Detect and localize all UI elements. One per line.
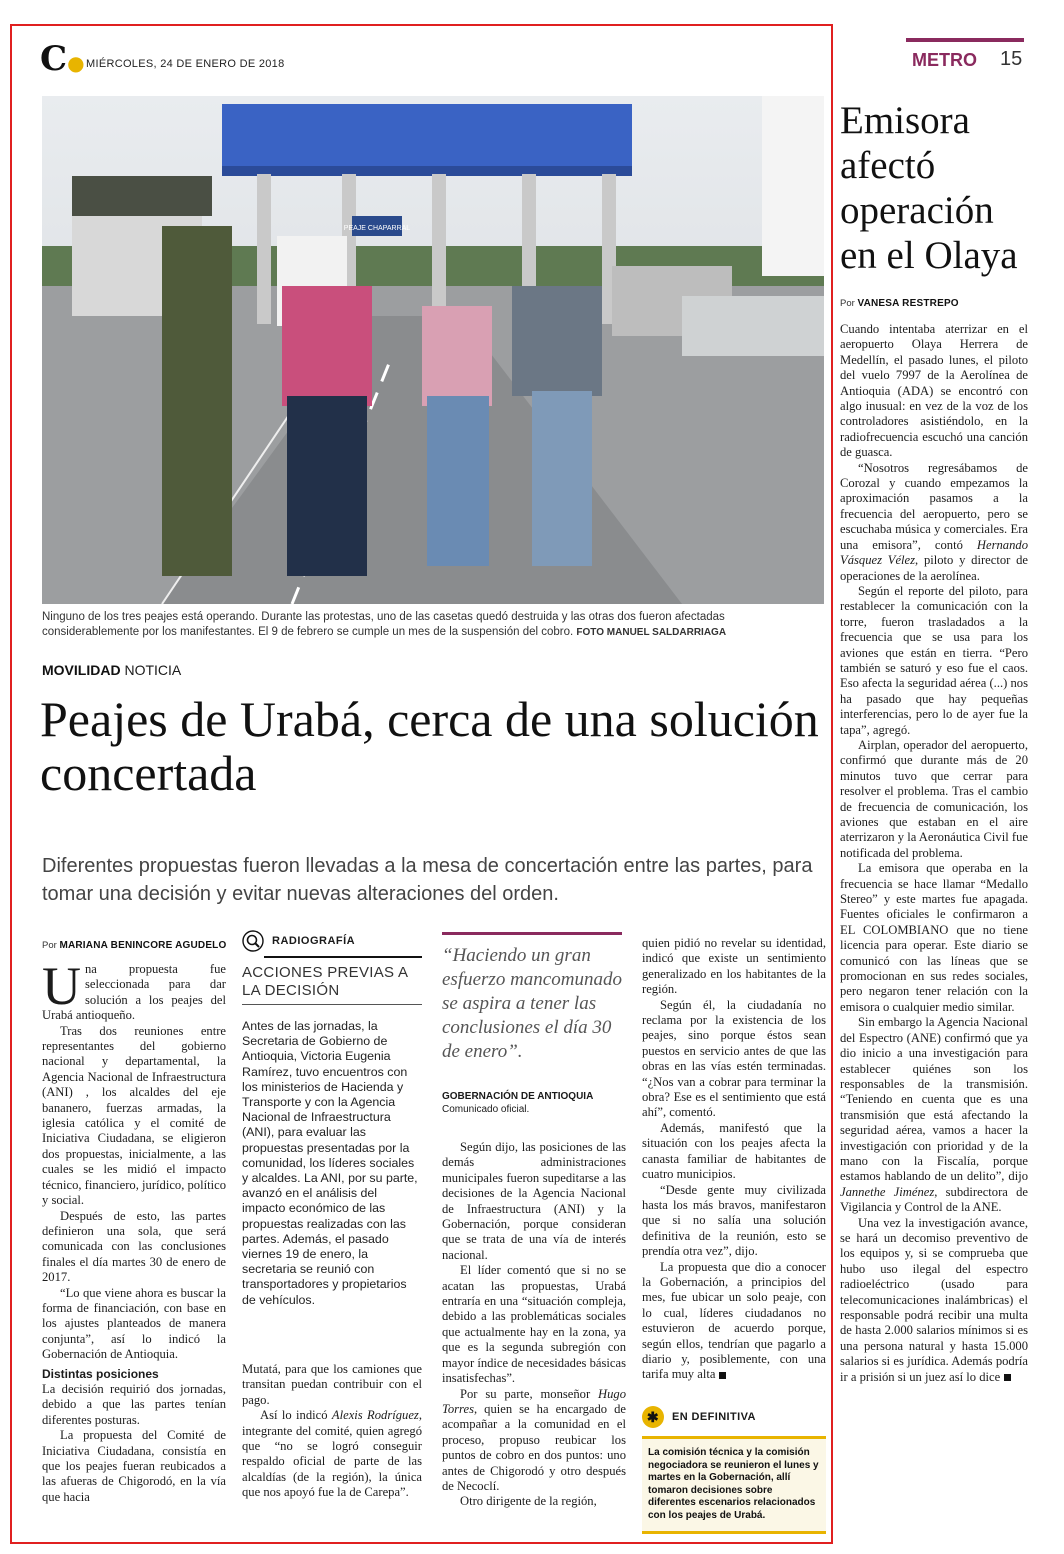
section-name: METRO	[912, 50, 977, 70]
sidebar-title: ACCIONES PREVIAS A LA DECISIÓN	[242, 964, 408, 999]
side-story-column: Cuando intentaba aterrizar en el aeropuerto Olaya Herrera de Medellín, el pasado lunes, el piloto del vuelo 7997 de la Aerolínea de Antioquia (ADA) se encontró con algo inusual: en vez de la voz de los controladores asistiéndolo, en la radiofrecuencia escuchó una canción de guasca. “Nosotros regresábamos de Corozal y cuando empezamos la aproximación pasamos a la frecuencia del aeropuerto, pero se escuchaba música y comerciales. Era una emisora”, contó Hernando Vásquez Vélez, piloto y director de operaciones de la aerolínea. Según el reporte del piloto, para restablecer la comunicación con la torre, fueron trasladados a la frecuencia que se usa para los aviones que están en tierra. “Pero también se saturó y eso fue el caos. Eso afecta la seguridad aérea (...) nos ha pasado que hay pequeñas interferencias, pero lo de ayer fue la tapa”, agregó. Airplan, operador del aeropuerto, confirmó que durante más de 20 minutos tuvo que cerrar para resolver el problema. Tras el cambio de frecuencia de comunicación, los aviones que estaban en el aire aterrizaron y la Aeronáutica Civil fue notificada del problema. La emisora que operaba en la frecuencia se hace llamar “Medallo Stereo” y este martes fue apagada. Fuentes oficiales le confirmaron a EL COLOMBIANO que no tiene licencia para operar. Este diario se comunicó con las líneas que se promocionan en sus redes sociales, pero negaron tener relación con la emisora o cualquier medio similar. Sin embargo la Agencia Nacional del Espectro (ANE) confirmó que ya dio inicio a una investigación para establecer quiénes son los responsables de la transmisión. “Teniendo en cuenta que es una transmisión que está afectando la seguridad aérea, vamos a hacer la investigación con prioridad y de la mano con la Fiscalía, porque estamos hablando de un delito”, dijo Jannethe Jiménez, subdirectora de Vigilancia y Control de la ANE. Una vez la investigación avance, se hará un decomiso preventivo de los equipos y, si se comprueba que hubo uso ilegal del espectro radioeléctrico (usado para telecomunicaciones inalámbricas) el responsable podrá recibir una multa de hasta 2.000 salarios mínimos si es una persona natural y hasta 15.000 salarios si es jurídica. Además podría ir a prisión si un juez así lo dice	[840, 322, 1028, 1384]
newspaper-logo: C●	[40, 39, 85, 79]
quote-source: GOBERNACIÓN DE ANTIOQUIA Comunicado oficial.	[442, 1091, 594, 1115]
photo-caption: Ninguno de los tres peajes está operando. Durante las protestas, uno de las casetas quedó destruida y las otras dos fueron afectadas considerablemente por los manifestantes. El 9 de febrero se cumple un mes de la suspensión del cobro. FOTO MANUEL SALDARRIAGA	[42, 611, 727, 638]
photo-credit: FOTO MANUEL SALDARRIAGA	[576, 627, 727, 638]
kicker	[42, 662, 181, 678]
main-column-3: Según dijo, las posiciones de las demás administraciones municipales fueron supeditarse a las decisiones de la Agencia Nacional de Infraestructura (ANI) y la Gobernación, porque consideran que se trata de una vía de interés nacional. El líder comentó que si no se acatan las propuestas, Urabá entraría en una “situación compleja, debido a las problemáticas sociales que actualmente hay en la zona, ya que es la segunda subregión con mayor índice de necesidades básicas insatisfechas”. Por su parte, monseñor Hugo Torres, quien se ha encargado de acompañar a la comunidad en el proceso, propuso reubicar los puntos de cobro en dos puntos: uno antes de Chigorodó y otro después de Necoclí. Otro dirigente de la región,	[442, 1140, 626, 1509]
end-mark	[719, 1372, 726, 1379]
page-number: 15	[1000, 48, 1023, 70]
main-column-2: Mutatá, para que los camiones que transitan puedan contribuir con el pago. Así lo indicó Alexis Rodríguez, integrante del comité, quien agregó que “no se logró conseguir respaldo oficial de parte de las alcaldías (de la región), la única que nos apoyó fue la de Carepa”.	[242, 1362, 422, 1500]
subhead: Distintas posiciones	[42, 1366, 159, 1381]
kicker-type: NOTICIA	[124, 662, 182, 678]
toll-booth-photo	[42, 96, 824, 604]
toll-sign: PEAJE CHAPARRAL	[343, 225, 411, 232]
sidebar-label: RADIOGRAFÍA	[272, 935, 356, 947]
dateline: MIÉRCOLES, 24 DE ENERO DE 2018	[86, 58, 285, 70]
drop-cap: U	[42, 956, 81, 1016]
main-column-1: Una propuesta fue seleccionada para dar solución a los peajes del Urabá antioqueño. Tras dos reuniones entre representantes del gobierno nacional y departamental, la Agencia Nacional de Infraestructura (ANI) , los alcaldes del eje bananero, fuerzas armadas, la iglesia católica y el comité de Iniciativa Ciudadana, se eligieron dos propuestas, inicialmente, a las cuales se les midió el impacto técnico, financiero, jurídico, político y social. Después de esto, las partes definieron una sola, que será comunicada con las conclusiones finales el día martes 30 de enero de 2017. “Lo que viene ahora es buscar la forma de financiación, con base en los ajustes planteados de manera conjunta”, así lo indicó la Gobernación de Antioquia. Distintas posiciones La decisión requirió dos jornadas, debido a que las partes tenían diferentes posturas. La propuesta del Comité de Iniciativa Ciudadana, consistía en que los peajes fueran reubicados a las afueras de Chigorodó, en la vía que hacia	[42, 956, 226, 1504]
en-definitiva-box	[642, 1406, 826, 1534]
definitiva-text: La comisión técnica y la comisión negociadora se reunieron el lunes y martes en la Gobernación, allí tomaron decisiones sobre diferentes escenarios relacionados con los peajes de Urabá.	[642, 1436, 826, 1534]
section-accent-bar	[906, 38, 1024, 42]
pull-quote: “Haciendo un gran esfuerzo mancomunado se aspira a tener las conclusiones el día 30 de enero”.	[442, 945, 622, 1062]
star-icon: ✱	[642, 1406, 664, 1428]
magnifier-icon	[242, 930, 264, 952]
sidebar-text: Antes de las jornadas, la Secretaria de Gobierno de Antioquia, Victoria Eugenia Ramírez, tuvo encuentros con los ministerios de Hacienda y Transporte y con la Agencia Nacional de Infraestructura (ANI), para evaluar las propuestas presentadas por la comunidad, los líderes sociales y alcaldes. La ANI, por su parte, avanzó en el análisis del impacto económico de las propuestas realizadas con las partes. Además, el pasado viernes 19 de enero, la secretaria se reunió con transportadores y propietarios de vehículos.	[242, 1019, 418, 1307]
main-headline: Peajes de Urabá, cerca de una solución concertada	[40, 691, 819, 801]
side-byline: Por VANESA RESTREPO	[840, 298, 959, 309]
quote-rule	[442, 932, 622, 935]
kicker-section: MOVILIDAD	[42, 662, 121, 678]
definitiva-label: EN DEFINITIVA	[672, 1411, 756, 1423]
main-dek: Diferentes propuestas fueron llevadas a la mesa de concertación entre las partes, para tomar una decisión y evitar nuevas alteraciones del orden.	[42, 855, 813, 905]
main-byline: Por MARIANA BENINCORE AGUDELO	[42, 940, 227, 951]
main-column-4: quien pidió no revelar su identidad, indicó que existe un sentimiento generalizado en los habitantes de la región. Según él, la ciudadanía no reclama por la existencia de los peajes, sino porque éstos sean puestos en servicio antes de que las obras en las vías estén terminadas. “¿Nos van a cobrar para terminar la obra? Ese es el sentimiento que está ahí”, comentó. Además, manifestó que la situación con los peajes afecta la canasta familiar de habitantes de cuatro municipios. “Desde gente muy civilizada hasta los más bravos, manifestaron que si no salía una solución definitiva de la reunión, esto se prendía otra vez”, dijo. La propuesta que dio a conocer la Gobernación, a principios del mes, fue ubicar un solo peaje, con lo cual, líderes ciudadanos no estuvieron de acuerdo porque, según ellos, tendrían que pagarlo a diario y, posiblemente, con una tarifa muy alta	[642, 936, 826, 1382]
radiografia-sidebar	[242, 930, 422, 1308]
end-mark	[1004, 1374, 1011, 1381]
side-headline: Emisora afectó operación en el Olaya	[840, 99, 1018, 277]
